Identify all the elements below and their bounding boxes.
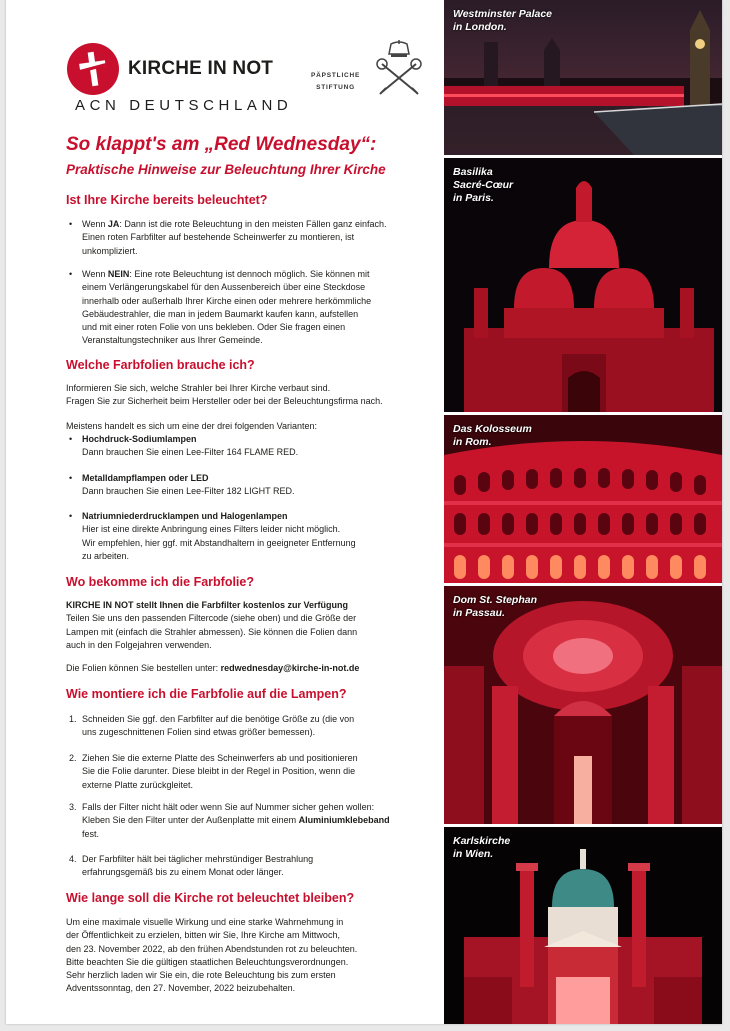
caption-line: in Rom. <box>453 436 492 448</box>
step-text <box>82 752 358 792</box>
caption-line: Dom St. Stephan <box>453 594 538 606</box>
text-run: Kleben Sie den Filter unter der Außenplatte mit einem <box>82 815 299 826</box>
text-line: Schneiden Sie ggf. den Farbfilter auf die benötige Größe zu (die von <box>82 714 355 724</box>
section-heading: Wo bekomme ich die Farbfolie? <box>66 575 254 589</box>
bullet: • <box>69 511 73 521</box>
pontifical-line-1: PÄPSTLICHE <box>311 72 361 79</box>
text-line: Informieren Sie sich, welche Strahler bei Ihrer Kirche verbaut sind. <box>66 383 331 393</box>
bullet-text <box>82 510 356 563</box>
text-line: Dann brauchen Sie einen Lee-Filter 182 LIGHT RED. <box>82 486 295 497</box>
order-line <box>66 662 359 675</box>
variant-title: Natriumniederdrucklampen und Halogenlampen <box>82 511 288 521</box>
page-subtitle: Praktische Hinweise zur Beleuchtung Ihrer Kirche <box>66 162 386 177</box>
text-run: : Eine rote Beleuchtung ist dennoch möglich. Sie können mit <box>129 269 370 279</box>
caption-line: in London. <box>453 21 507 33</box>
text-line: Um eine maximale visuelle Wirkung und eine starke Wahrnehmung in <box>66 917 344 927</box>
bold-run: JA <box>107 219 120 229</box>
bold-run: NEIN <box>107 269 130 279</box>
section-heading: Welche Farbfolien brauche ich? <box>66 358 255 372</box>
text-line <box>82 268 371 281</box>
step-number: 1. <box>69 714 77 724</box>
order-email-link[interactable]: redwednesday@kirche-in-not.de <box>220 663 360 673</box>
pontifical-line-2: STIFTUNG <box>316 84 356 91</box>
paragraph <box>66 382 383 409</box>
bullet: • <box>69 219 73 229</box>
flyer-page <box>6 0 722 1024</box>
photo-caption <box>453 166 513 205</box>
caption-line: in Passau. <box>453 607 505 619</box>
step-number: 4. <box>69 854 77 864</box>
bullet-text <box>82 472 294 499</box>
variant-title: Metalldampflampen oder LED <box>82 473 209 483</box>
paragraph: Meistens handelt es sich um eine der drei folgenden Varianten: <box>66 421 317 431</box>
text-run: Die Folien können Sie bestellen unter: <box>66 663 221 673</box>
text-column <box>6 0 444 1024</box>
text-line: Sehr herzlich laden wir Sie ein, die rote Beleuchtung bis zum ersten <box>66 970 336 981</box>
photo-caption <box>453 835 510 861</box>
paragraph <box>66 599 357 652</box>
text-line: KIRCHE IN NOT stellt Ihnen die Farbfilter kostenlos zur Verfügung <box>66 600 349 610</box>
section-heading: Wie lange soll die Kirche rot beleuchtet bleiben? <box>66 891 355 905</box>
photo-caption <box>453 423 532 449</box>
step-text <box>82 713 354 740</box>
step-number: 3. <box>69 802 77 812</box>
caption-line: Karlskirche <box>453 835 511 847</box>
text-line: Adventssonntag, den 27. November, 2022 beizubehalten. <box>66 983 296 994</box>
text-line: Ziehen Sie die externe Platte des Scheinwerfers ab und positionieren <box>82 753 358 763</box>
caption-line: in Wien. <box>453 848 494 860</box>
photo-dom-st-stephan <box>444 586 722 824</box>
caption-line: Sacré-Cœur <box>453 179 514 191</box>
text-line: Bitte beachten Sie die gültigen staatlichen Beleuchtungsverordnungen. <box>66 956 349 967</box>
bullet: • <box>69 473 73 483</box>
text-line <box>82 814 390 827</box>
bullet-text <box>82 268 371 348</box>
text-run: Wenn <box>82 269 108 279</box>
text-line: den 23. November 2022, ab den frühen Abendstunden rot zu beleuchten. <box>66 943 358 954</box>
photo-westminster <box>444 0 722 155</box>
photo-caption <box>453 594 537 620</box>
photo-karlskirche <box>444 827 722 1024</box>
step-text <box>82 853 313 880</box>
text-line: Hier ist eine direkte Anbringung eines Filters leider nicht möglich. <box>82 524 341 535</box>
text-run: Wenn <box>82 219 108 229</box>
kirche-in-not-logo-icon <box>66 42 120 96</box>
text-line: unkompliziert. <box>82 245 138 256</box>
text-line: Veranstaltungstechniker aus Ihrer Gemeinde. <box>82 335 263 346</box>
brand-subtitle: ACN DEUTSCHLAND <box>75 97 293 114</box>
caption-line: Das Kolosseum <box>453 423 532 435</box>
text-line: Einen roten Farbfilter auf bestehende Scheinwerfer zu montieren, ist <box>82 232 355 243</box>
papal-keys-emblem-icon <box>374 40 424 96</box>
section-heading: Wie montiere ich die Farbfolie auf die Lampen? <box>66 687 347 701</box>
bullet: • <box>69 269 73 279</box>
text-run: : Dann ist die rote Beleuchtung in den meisten Fällen ganz einfach. <box>119 219 387 229</box>
caption-line: Westminster Palace <box>453 8 553 20</box>
step-text <box>82 801 390 841</box>
paragraph <box>66 916 357 996</box>
text-line: Sie die Folie darunter. Diese bleibt in der Regel in Position, wenn die <box>82 766 356 777</box>
pontifical-foundation-label <box>311 70 360 94</box>
brand-name: KIRCHE IN NOT <box>128 58 274 79</box>
text-line: fest. <box>82 828 100 839</box>
text-line: Dann brauchen Sie einen Lee-Filter 164 FLAME RED. <box>82 447 299 458</box>
text-line: Falls der Filter nicht hält oder wenn Sie auf Nummer sicher gehen wollen: <box>82 802 375 812</box>
text-line: Lampen mit (einfach die Strahler abmessen). Sie können die Folien dann <box>66 626 358 637</box>
bullet-text <box>82 433 298 460</box>
text-line: Wir empfehlen, hier ggf. mit Abstandhaltern in geeigneter Entfernung <box>82 537 356 548</box>
bullet: • <box>69 434 73 444</box>
text-line: auch in den Folgejahren verwenden. <box>66 639 212 650</box>
text-line: Fragen Sie zur Sicherheit beim Hersteller oder bei der Beleuchtungsfirma nach. <box>66 396 383 407</box>
page-title: So klappt's am „Red Wednesday“: <box>66 134 377 155</box>
photo-column <box>444 0 722 1024</box>
caption-line: in Paris. <box>453 192 494 204</box>
text-line: Gebäudestrahler, die man in jedem Baumarkt kaufen kann, aufstellen <box>82 308 359 319</box>
text-line: Teilen Sie uns den passenden Filtercode (siehe oben) und die Größe der <box>66 613 357 624</box>
text-line: und mit einer roten Folie von uns bekleben. Oder Sie fragen einen <box>82 322 346 333</box>
photo-caption <box>453 8 552 34</box>
variant-title: Hochdruck-Sodiumlampen <box>82 434 197 444</box>
text-line: erfahrungsgemäß bis zu einem Monat oder länger. <box>82 867 284 878</box>
text-line: uns zugeschnittenen Folien sind etwas größer bemessen). <box>82 727 316 738</box>
text-line: zu arbeiten. <box>82 550 130 561</box>
photo-kolosseum <box>444 415 722 583</box>
text-line: einem Verlängerungskabel für den Aussenbereich über eine Steckdose <box>82 282 366 293</box>
bold-run: Aluminiumklebeband <box>298 815 390 826</box>
section-heading: Ist Ihre Kirche bereits beleuchtet? <box>66 193 268 207</box>
text-line: der Öffentlichkeit zu erzielen, bitten wir Sie, Ihre Kirche am Mittwoch, <box>66 930 340 941</box>
caption-line: Basilika <box>453 166 493 178</box>
bullet-text <box>82 218 387 258</box>
step-number: 2. <box>69 753 77 763</box>
photo-sacre-coeur <box>444 158 722 412</box>
text-line <box>82 218 387 231</box>
text-line: innerhalb oder außerhalb Ihrer Kirche einen oder mehrere herkömmliche <box>82 295 372 306</box>
text-line: Der Farbfilter hält bei täglicher mehrstündiger Bestrahlung <box>82 854 314 864</box>
dom-st-stephan-image <box>444 586 722 824</box>
text-line: externe Platte zurückgleitet. <box>82 779 194 790</box>
